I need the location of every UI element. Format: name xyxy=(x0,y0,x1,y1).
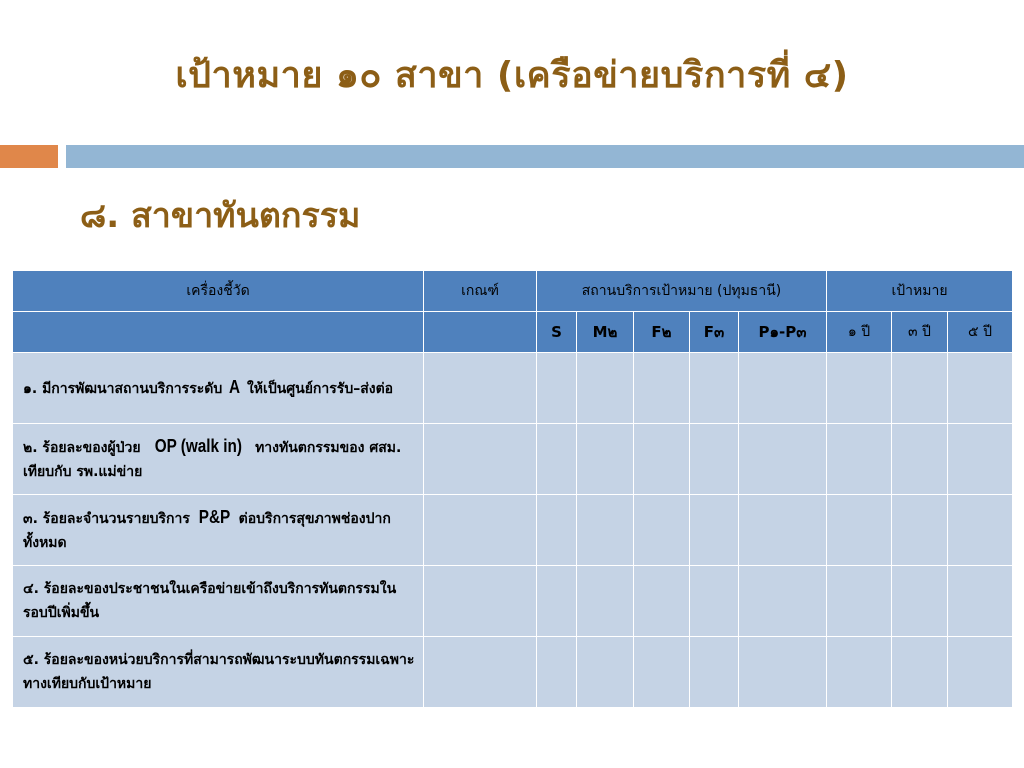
cell-f3 xyxy=(690,424,739,495)
subheader-s: S xyxy=(537,312,577,353)
cell-f3 xyxy=(690,637,739,708)
cell-s xyxy=(537,495,577,566)
header-service-target: สถานบริการเป้าหมาย (ปทุมธานี) xyxy=(537,271,827,312)
cell-f2 xyxy=(634,424,690,495)
cell-f3 xyxy=(690,495,739,566)
header-criteria: เกณฑ์ xyxy=(424,271,537,312)
cell-1-year xyxy=(827,353,892,424)
cell-5-year xyxy=(948,353,1013,424)
subheader-criteria-empty xyxy=(424,312,537,353)
cell-m2 xyxy=(577,353,634,424)
cell-s xyxy=(537,424,577,495)
criteria-cell xyxy=(424,637,537,708)
page-title: เป้าหมาย ๑๐ สาขา (เครือข่ายบริการที่ ๔) xyxy=(175,55,849,96)
table-row xyxy=(13,353,1013,424)
cell-m2 xyxy=(577,495,634,566)
cell-f3 xyxy=(690,566,739,637)
indicator-text: ๓. ร้อยละจำนวนรายบริการ xyxy=(23,511,190,527)
cell-1-year xyxy=(827,637,892,708)
indicator-cell xyxy=(13,353,424,424)
criteria-cell xyxy=(424,353,537,424)
cell-p1-p3 xyxy=(739,566,827,637)
criteria-cell xyxy=(424,566,537,637)
cell-3-year xyxy=(892,353,948,424)
indicator-text: ๑. มีการพัฒนาสถานบริการระดับ xyxy=(23,381,223,397)
cell-p1-p3 xyxy=(739,495,827,566)
cell-m2 xyxy=(577,566,634,637)
subheader-3-year: ๓ ปี xyxy=(892,312,948,353)
indicator-keyword: P&P xyxy=(198,507,231,527)
cell-f2 xyxy=(634,353,690,424)
indicator-text: ๒. ร้อยละของผู้ป่วย xyxy=(23,440,141,456)
section-subtitle: ๘. สาขาทันตกรรม xyxy=(80,196,361,236)
indicator-text: ๔. ร้อยละของประชาชนในเครือข่ายเข้าถึงบริการทันตกรรมในรอบปีเพิ่มขึ้น xyxy=(23,581,397,621)
indicator-text-cont: ทางทันตกรรมของ ศสม. เทียบกับ รพ.แม่ข่าย xyxy=(23,440,402,480)
cell-s xyxy=(537,637,577,708)
subheader-f2: F๒ xyxy=(634,312,690,353)
subheader-1-year: ๑ ปี xyxy=(827,312,892,353)
indicator-cell xyxy=(13,424,424,495)
cell-3-year xyxy=(892,495,948,566)
cell-3-year xyxy=(892,424,948,495)
indicator-cell xyxy=(13,637,424,708)
subheader-m2: M๒ xyxy=(577,312,634,353)
header-target: เป้าหมาย xyxy=(827,271,1013,312)
subheader-5-year: ๕ ปี xyxy=(948,312,1013,353)
cell-3-year xyxy=(892,566,948,637)
table-row xyxy=(13,495,1013,566)
cell-m2 xyxy=(577,424,634,495)
indicator-keyword: OP (walk in) xyxy=(154,436,242,456)
cell-f2 xyxy=(634,637,690,708)
table-row xyxy=(13,637,1013,708)
indicator-table xyxy=(12,270,1013,708)
accent-bar-orange xyxy=(0,145,58,168)
indicator-text: ๕. ร้อยละของหน่วยบริการที่สามารถพัฒนาระบบทันตกรรมเฉพาะทางเทียบกับเป้าหมาย xyxy=(23,652,415,692)
subheader-p1-p3: P๑-P๓ xyxy=(739,312,827,353)
subheader-f3: F๓ xyxy=(690,312,739,353)
indicator-cell xyxy=(13,495,424,566)
cell-s xyxy=(537,566,577,637)
cell-s xyxy=(537,353,577,424)
cell-p1-p3 xyxy=(739,424,827,495)
cell-3-year xyxy=(892,637,948,708)
cell-p1-p3 xyxy=(739,637,827,708)
cell-f2 xyxy=(634,495,690,566)
accent-bar-blue xyxy=(66,145,1024,168)
table-row xyxy=(13,424,1013,495)
cell-5-year xyxy=(948,495,1013,566)
criteria-cell xyxy=(424,424,537,495)
indicator-text-cont: ต่อบริการสุขภาพช่องปากทั้งหมด xyxy=(23,511,391,551)
cell-p1-p3 xyxy=(739,353,827,424)
cell-m2 xyxy=(577,637,634,708)
indicator-keyword: A xyxy=(229,377,241,397)
cell-5-year xyxy=(948,637,1013,708)
criteria-cell xyxy=(424,495,537,566)
cell-5-year xyxy=(948,424,1013,495)
cell-1-year xyxy=(827,424,892,495)
cell-f3 xyxy=(690,353,739,424)
indicator-cell xyxy=(13,566,424,637)
cell-1-year xyxy=(827,495,892,566)
indicator-text-cont: ให้เป็นศูนย์การรับ–ส่งต่อ xyxy=(246,381,394,397)
table-subheader-row xyxy=(13,312,1013,353)
table-row xyxy=(13,566,1013,637)
subheader-indicator-empty xyxy=(13,312,424,353)
table-header-row xyxy=(13,271,1013,312)
cell-1-year xyxy=(827,566,892,637)
cell-f2 xyxy=(634,566,690,637)
cell-5-year xyxy=(948,566,1013,637)
header-indicator: เครื่องชี้วัด xyxy=(13,271,424,312)
